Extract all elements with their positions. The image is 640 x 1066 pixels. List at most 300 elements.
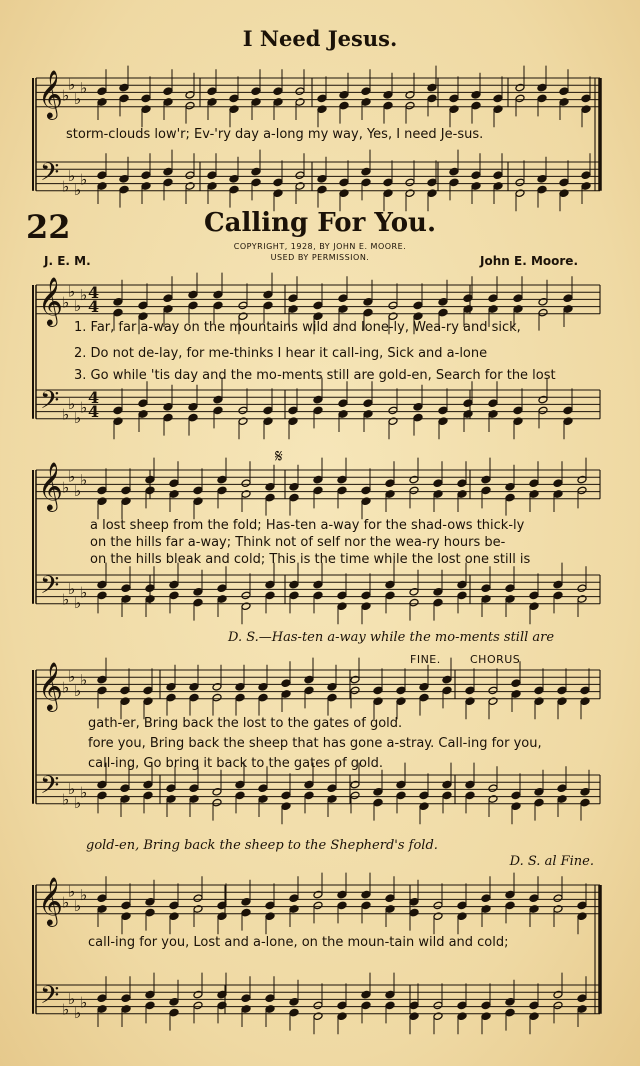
notehead: [97, 905, 107, 914]
notehead: [212, 798, 222, 807]
notehead: [235, 683, 245, 692]
flat-sign: ♭: [62, 177, 70, 196]
notehead: [457, 901, 467, 910]
verse3-line3: call-ing, Go bring it back to the gates of gold.: [88, 756, 383, 771]
notehead: [396, 697, 406, 706]
notehead: [263, 301, 273, 310]
verse2-line1: 2. Do not de-lay, for me-thinks I hear it call-ing, Sick and a-lone: [74, 346, 488, 361]
notehead: [449, 167, 459, 176]
notehead: [481, 1012, 491, 1021]
notehead: [185, 182, 195, 191]
verse2-line2: on the hills far a-way; Think not of self nor the wea-ry hours be-: [90, 535, 506, 550]
notehead: [119, 175, 129, 184]
notehead: [534, 798, 544, 807]
notehead: [449, 178, 459, 187]
notehead: [337, 486, 347, 495]
notehead: [405, 178, 415, 187]
notehead: [538, 395, 548, 404]
notehead: [419, 802, 429, 811]
notehead: [363, 308, 373, 317]
notehead: [327, 683, 337, 692]
notehead: [413, 403, 423, 412]
notehead: [457, 479, 467, 488]
flat-sign: ♭: [68, 166, 76, 185]
notehead: [563, 305, 573, 314]
notehead: [557, 784, 567, 793]
notehead: [241, 479, 251, 488]
notehead: [559, 178, 569, 187]
notehead: [553, 591, 563, 600]
notehead: [313, 486, 323, 495]
verse2-line3: fore you, Bring back the sheep that has gone a-stray. Call-ing for you,: [88, 736, 542, 751]
notehead: [361, 591, 371, 600]
notehead: [235, 791, 245, 800]
notehead: [141, 182, 151, 191]
time-signature: 4: [88, 402, 100, 421]
time-signature: 4: [88, 297, 100, 316]
notehead: [481, 894, 491, 903]
notehead: [350, 686, 360, 695]
notehead: [212, 683, 222, 692]
notehead: [138, 399, 148, 408]
notehead: [213, 301, 223, 310]
notehead: [580, 686, 590, 695]
notehead: [141, 105, 151, 114]
flat-sign: ♭: [80, 783, 88, 802]
notehead: [419, 693, 429, 702]
flat-sign: ♭: [62, 405, 70, 424]
notehead: [212, 693, 222, 702]
notehead: [577, 584, 587, 593]
notehead: [511, 690, 521, 699]
notehead: [396, 686, 406, 695]
notehead: [433, 479, 443, 488]
notehead: [537, 175, 547, 184]
notehead: [121, 486, 131, 495]
hymn-title-i-need-jesus: I Need Jesus.: [242, 26, 398, 51]
notehead: [438, 406, 448, 415]
notehead: [189, 693, 199, 702]
notehead: [189, 683, 199, 692]
notehead: [385, 894, 395, 903]
notehead: [577, 486, 587, 495]
chorus-marking: CHORUS: [470, 653, 521, 666]
notehead: [337, 901, 347, 910]
notehead: [433, 912, 443, 921]
notehead: [163, 178, 173, 187]
notehead: [265, 591, 275, 600]
notehead: [553, 479, 563, 488]
notehead: [265, 901, 275, 910]
notehead: [581, 105, 591, 114]
notehead: [515, 178, 525, 187]
notehead: [212, 788, 222, 797]
notehead: [263, 406, 273, 415]
notehead: [339, 189, 349, 198]
notehead: [327, 795, 337, 804]
notehead: [169, 580, 179, 589]
notehead: [313, 406, 323, 415]
notehead: [229, 185, 239, 194]
ds-lyric-line: D. S.—Has-ten a-way while the mo-ments still are: [228, 630, 555, 645]
notehead: [193, 1001, 203, 1010]
ds-lyric-line-2: gold-en, Bring back the sheep to the Shepherd's fold.: [86, 838, 438, 853]
notehead: [97, 98, 107, 107]
notehead: [563, 417, 573, 426]
notehead: [289, 580, 299, 589]
flat-sign: ♭: [68, 989, 76, 1008]
flat-sign: ♭: [62, 678, 70, 697]
bass-clef: 𝄢: [40, 771, 60, 806]
notehead: [577, 901, 587, 910]
notehead: [463, 410, 473, 419]
notehead: [373, 686, 383, 695]
notehead: [238, 417, 248, 426]
notehead: [273, 178, 283, 187]
notehead: [251, 98, 261, 107]
notehead: [361, 178, 371, 187]
notehead: [193, 894, 203, 903]
notehead: [457, 1012, 467, 1021]
notehead: [97, 1005, 107, 1014]
notehead: [471, 182, 481, 191]
notehead: [361, 990, 371, 999]
notehead: [580, 798, 590, 807]
notehead: [241, 591, 251, 600]
notehead: [373, 697, 383, 706]
notehead: [361, 167, 371, 176]
time-signature: 4: [88, 283, 100, 302]
flat-sign: ♭: [74, 409, 82, 428]
notehead: [457, 490, 467, 499]
notehead: [121, 584, 131, 593]
notehead: [121, 595, 131, 604]
notehead: [251, 178, 261, 187]
notehead: [419, 683, 429, 692]
notehead: [337, 1012, 347, 1021]
notehead: [350, 675, 360, 684]
notehead: [241, 1005, 251, 1014]
notehead: [143, 791, 153, 800]
notehead: [258, 795, 268, 804]
notehead: [143, 780, 153, 789]
notehead: [559, 98, 569, 107]
notehead: [337, 1001, 347, 1010]
verse3-line1: 3. Go while 'tis day and the mo-ments still are gold-en, Search for the lost: [74, 368, 556, 383]
flat-sign: ♭: [74, 897, 82, 915]
notehead: [537, 185, 547, 194]
notehead: [361, 901, 371, 910]
notehead: [265, 493, 275, 502]
notehead: [419, 791, 429, 800]
notehead: [363, 410, 373, 419]
bass-clef: 𝄢: [40, 158, 60, 193]
notehead: [409, 486, 419, 495]
permission-line: USED BY PERMISSION.: [270, 253, 370, 262]
notehead: [350, 780, 360, 789]
notehead: [493, 182, 503, 191]
notehead: [529, 591, 539, 600]
notehead: [288, 294, 298, 303]
notehead: [143, 697, 153, 706]
notehead: [337, 591, 347, 600]
notehead: [207, 87, 217, 96]
notehead: [313, 580, 323, 589]
notehead: [513, 305, 523, 314]
notehead: [553, 490, 563, 499]
treble-clef: 𝄞: [38, 69, 63, 118]
notehead: [339, 91, 349, 100]
notehead: [281, 802, 291, 811]
notehead: [258, 693, 268, 702]
notehead: [433, 1012, 443, 1021]
notehead: [337, 602, 347, 611]
notehead: [438, 308, 448, 317]
notehead: [505, 998, 515, 1007]
notehead: [409, 475, 419, 484]
treble-clef: 𝄞: [38, 461, 63, 510]
flat-sign: ♭: [74, 181, 82, 200]
notehead: [217, 595, 227, 604]
treble-clef: 𝄞: [38, 276, 63, 325]
notehead: [537, 94, 547, 103]
notehead: [97, 686, 107, 695]
notehead: [251, 87, 261, 96]
notehead: [169, 490, 179, 499]
notehead: [385, 580, 395, 589]
notehead: [463, 294, 473, 303]
notehead: [166, 693, 176, 702]
flat-sign: ♭: [74, 482, 82, 500]
notehead: [529, 602, 539, 611]
notehead: [113, 308, 123, 317]
notehead: [383, 91, 393, 100]
notehead: [338, 294, 348, 303]
notehead: [433, 490, 443, 499]
treble-clef: 𝄞: [38, 661, 63, 710]
notehead: [515, 83, 525, 92]
notehead: [235, 780, 245, 789]
notehead: [281, 690, 291, 699]
notehead: [409, 598, 419, 607]
notehead: [339, 178, 349, 187]
notehead: [263, 417, 273, 426]
notehead: [493, 94, 503, 103]
notehead: [229, 105, 239, 114]
flat-sign: ♭: [62, 478, 70, 497]
notehead: [327, 693, 337, 702]
notehead: [537, 83, 547, 92]
notehead: [538, 406, 548, 415]
notehead: [304, 675, 314, 684]
flat-sign: ♭: [62, 790, 70, 809]
notehead: [388, 406, 398, 415]
notehead: [529, 905, 539, 914]
notehead: [289, 1008, 299, 1017]
notehead: [241, 994, 251, 1003]
notehead: [505, 493, 515, 502]
notehead: [442, 780, 452, 789]
notehead: [511, 679, 521, 688]
notehead: [217, 486, 227, 495]
fine-marking: FINE.: [410, 653, 441, 666]
notehead: [317, 94, 327, 103]
notehead: [207, 171, 217, 180]
notehead: [166, 795, 176, 804]
notehead: [241, 602, 251, 611]
notehead: [238, 301, 248, 310]
notehead: [120, 784, 130, 793]
notehead: [580, 788, 590, 797]
notehead: [373, 798, 383, 807]
notehead: [258, 784, 268, 793]
notehead: [313, 901, 323, 910]
notehead: [581, 171, 591, 180]
notehead: [388, 417, 398, 426]
notehead: [138, 301, 148, 310]
notehead: [119, 185, 129, 194]
notehead: [289, 591, 299, 600]
notehead: [442, 686, 452, 695]
notehead: [577, 912, 587, 921]
notehead: [166, 784, 176, 793]
notehead: [449, 105, 459, 114]
notehead: [217, 912, 227, 921]
notehead: [449, 94, 459, 103]
bass-clef: 𝄢: [40, 571, 60, 606]
notehead: [534, 697, 544, 706]
notehead: [188, 403, 198, 412]
flat-sign: ♭: [74, 297, 82, 315]
notehead: [471, 171, 481, 180]
notehead: [563, 406, 573, 415]
flat-sign: ♭: [74, 90, 82, 108]
notehead: [433, 1001, 443, 1010]
notehead: [505, 584, 515, 593]
notehead: [488, 697, 498, 706]
notehead: [553, 894, 563, 903]
notehead: [438, 417, 448, 426]
notehead: [138, 410, 148, 419]
notehead: [385, 591, 395, 600]
notehead: [251, 167, 261, 176]
notehead: [121, 912, 131, 921]
notehead: [481, 905, 491, 914]
notehead: [361, 890, 371, 899]
segno-sign: 𝄋: [275, 446, 283, 467]
notehead: [120, 795, 130, 804]
notehead: [207, 98, 217, 107]
notehead: [169, 901, 179, 910]
notehead: [488, 410, 498, 419]
notehead: [413, 413, 423, 422]
notehead: [217, 475, 227, 484]
notehead: [119, 83, 129, 92]
flat-sign: ♭: [62, 1000, 70, 1019]
notehead: [265, 912, 275, 921]
flat-sign: ♭: [80, 993, 88, 1012]
chorus-line: call-ing for you, Lost and a-lone, on the moun-tain wild and cold;: [88, 935, 509, 950]
notehead: [188, 301, 198, 310]
notehead: [121, 497, 131, 506]
notehead: [288, 305, 298, 314]
flat-sign: ♭: [74, 1004, 82, 1023]
notehead: [361, 497, 371, 506]
notehead: [493, 171, 503, 180]
flat-sign: ♭: [68, 579, 76, 598]
notehead: [361, 98, 371, 107]
notehead: [471, 101, 481, 110]
notehead: [337, 890, 347, 899]
notehead: [505, 1008, 515, 1017]
notehead: [189, 784, 199, 793]
notehead: [580, 697, 590, 706]
notehead: [488, 399, 498, 408]
notehead: [288, 417, 298, 426]
notehead: [505, 483, 515, 492]
notehead: [193, 598, 203, 607]
notehead: [295, 171, 305, 180]
notehead: [289, 493, 299, 502]
notehead: [557, 795, 567, 804]
notehead: [169, 591, 179, 600]
notehead: [281, 679, 291, 688]
notehead: [442, 791, 452, 800]
notehead: [169, 912, 179, 921]
notehead: [188, 290, 198, 299]
hymn-number: 22: [26, 208, 71, 246]
notehead: [505, 901, 515, 910]
notehead: [145, 584, 155, 593]
notehead: [295, 182, 305, 191]
notehead: [241, 908, 251, 917]
notehead: [529, 479, 539, 488]
notehead: [515, 94, 525, 103]
notehead: [373, 788, 383, 797]
flat-sign: ♭: [80, 79, 88, 98]
flat-sign: ♭: [74, 594, 82, 613]
notehead: [350, 791, 360, 800]
notehead: [465, 697, 475, 706]
verse1-line1: 1. Far, far a-way on the mountains wild and lone-ly, Wea-ry and sick,: [74, 320, 521, 335]
notehead: [557, 697, 567, 706]
notehead: [405, 189, 415, 198]
notehead: [281, 791, 291, 800]
notehead: [385, 905, 395, 914]
notehead: [563, 294, 573, 303]
notehead: [263, 290, 273, 299]
notehead: [273, 87, 283, 96]
notehead: [313, 475, 323, 484]
notehead: [145, 475, 155, 484]
notehead: [265, 1005, 275, 1014]
notehead: [313, 591, 323, 600]
flat-sign: ♭: [80, 471, 88, 490]
flat-sign: ♭: [62, 590, 70, 609]
notehead: [145, 486, 155, 495]
notehead: [97, 497, 107, 506]
notehead: [534, 788, 544, 797]
flat-sign: ♭: [68, 282, 76, 301]
notehead: [581, 94, 591, 103]
notehead: [559, 87, 569, 96]
bass-clef: 𝄢: [40, 981, 60, 1016]
notehead: [163, 98, 173, 107]
notehead: [339, 101, 349, 110]
composer: John E. Moore.: [480, 254, 578, 268]
notehead: [241, 898, 251, 907]
verse1-line2: a lost sheep from the fold; Has-ten a-way for the shad-ows thick-ly: [90, 518, 525, 533]
